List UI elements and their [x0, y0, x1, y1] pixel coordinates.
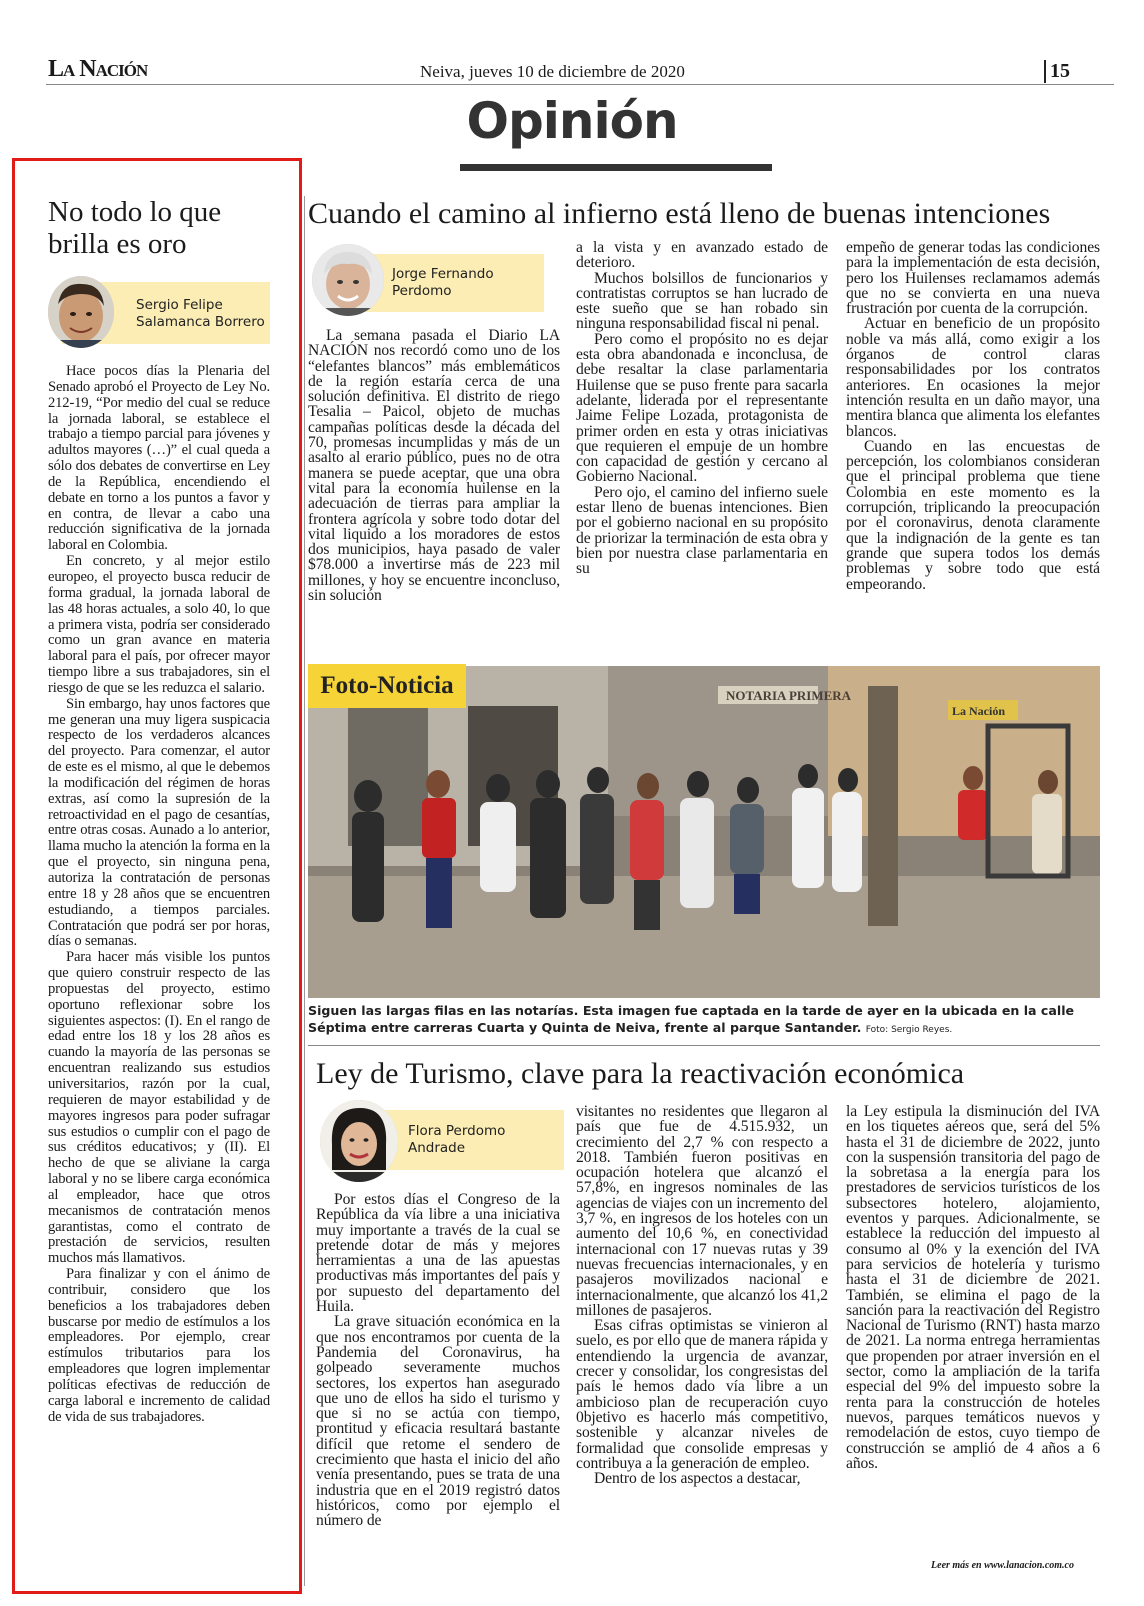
kiosk-sign: La Nación	[952, 704, 1006, 718]
article3-title: Ley de Turismo, clave para la reactivación económica	[316, 1057, 965, 1090]
article3-column-2	[576, 1104, 828, 1576]
section-underline	[460, 164, 772, 171]
paragraph: Pero ojo, el camino del infierno suele estar lleno de buenas intenciones. Bien por el gobierno nacional en su propósito de priorizar la terminación de esta obra y bien por nuestra clase parlamentaria en su	[576, 483, 828, 578]
article2-title: Cuando el camino al infierno está lleno de buenas intenciones	[308, 197, 1051, 230]
paragraph: En concreto, y al mejor estilo europeo, el proyecto busca reducir de forma gradual, la jornada laboral de las 48 horas actuales, a solo 40, lo que a primera vista, podría ser considerado como un gran avance en materia laboral para el país, por ofrecer mayor tiempo libre a sus trabajadores, sin el riesgo de que se les reduzca el salario.	[48, 553, 270, 696]
issue-date: Neiva, jueves 10 de diciembre de 2020	[420, 62, 685, 81]
paragraph: Por estos días el Congreso de la República da vía libre a una iniciativa muy importante a través de la cual se pretende dotar de más y mejores herramientas a una de las apuestas productivas más importantes del país y por supuesto del departamento del Huila.	[316, 1192, 560, 1316]
paragraph: Para finalizar y con el ánimo de contribuir, considero que los beneficios a los trabajadores deben buscarse por medio de estímulos a los empleadores. Por ejemplo, crear estímulos tributarios para los empleadores que logren implementar políticas efectivas de reducción de carga laboral e incremento de calidad de vida de sus trabajadores.	[48, 1266, 270, 1425]
paragraph: Actuar en beneficio de un propósito noble va más allá, como exigir a los órganos de control claras responsabilidades por los contratos anteriores. En ocasiones la mejor intención resulta en un daño mayor, una mentira blanca que alimenta los elefantes blancos.	[846, 315, 1100, 440]
paragraph: La semana pasada el Diario LA NACIÓN nos recordó como uno de los “elefantes blancos” más emblemáticos de la región estaría cerca de una solución definitiva. El distrito de riego Tesalia – Paicol, objeto de muchas campañas políticas desde la década del 70, promesas incumplidas y más de un asalto al erario público, pues no de otra manera se puede aceptar, que una obra vital para la economía huilense en la adecuación de tierras para ampliar la frontera agrícola y sobre todo dotar del vital liquido a los moradores de estos dos municipios, haya pasado de valer $78.000 a invertirse más de 223 mil millones, y hoy se encuentre inconcluso, sin solución	[308, 328, 560, 605]
article2-author-photo	[312, 244, 384, 316]
article2-author: Jorge Fernando Perdomo	[392, 266, 494, 299]
page-number: 15	[1044, 60, 1070, 83]
section-title: Opinión	[466, 92, 678, 150]
article1-body	[48, 364, 270, 1576]
paragraph: Pero como el propósito no es dejar esta obra abandonada e inconclusa, de debe resaltar la clase parlamentaria Huilense que se puso frente para sacarla adelante, liderada por el representante Jaime Felipe Lozada, protagonista de primer orden en esta y otras iniciativas que requieren el empuje de un hombre con capacidad de gestión y cercano al Gobierno Nacional.	[576, 330, 828, 486]
paragraph: Muchos bolsillos de funcionarios y contratistas corruptos se han lucrado de este sueño que se han robado sin ninguna responsabilidad fiscal ni penal.	[576, 269, 828, 333]
paragraph: la Ley estipula la disminución del IVA en los tiquetes aéreos que, será del 5% hasta el 31 de diciembre de 2022, junto con la suspensión transitoria del pago de la sobretasa a la energía para los prestadores de servicios turísticos de los subsectores hotelero, alojamiento, eventos y parques. Adicionalmente, se establece la reducción del impuesto al consumo al 0% y la exención del IVA para servicios de hotelería y turismo hasta el 31 de diciembre de 2021. También, se elimina el pago de la sanción para la reactivación del Registro Nacional de Turismo (RNT) hasta marzo de 2021. La norma entrega herramientas que propenden por atraer inversión en el sector, como la ampliación de la tarifa especial del 9% del impuesto sobre la renta para la construcción de hoteles nuevos, parques temáticos nuevos y remodelación de estos, cuyo tiempo de construcción se amplió de 4 años a 6 años.	[846, 1104, 1100, 1472]
article3-column-1	[316, 1192, 560, 1576]
newspaper-logo: La Nación	[48, 56, 148, 82]
paragraph: Cuando en las encuestas de percepción, los colombianos consideran que el principal problema que tiene Colombia en este momento es la corrupción, triplicando la preocupación por el coronavirus, denota claramente que la indignación de la gente es tan grande que supera todos los demás problemas y sobre todo que está empeorando.	[846, 437, 1100, 593]
paragraph: a la vista y en avanzado estado de deterioro.	[576, 240, 828, 272]
article1-title: No todo lo que brilla es oro	[48, 196, 222, 260]
section-rule	[308, 1045, 1100, 1046]
paragraph: La grave situación económica en la que nos encontramos por cuenta de la Pandemia del Coronavirus, ha golpeado severamente muchos sectores, los expertos han asegurado que uno de ellos ha sido el turismo y que si no se actúa con tiempo, prontitud y eficacia resultará bastante difícil que retome el sendero de crecimiento que hasta el inicio del año venía presentando, pues se trata de una industria que en el 2019 registró datos históricos, como por ejemplo el número de	[316, 1313, 560, 1530]
header-rule	[46, 84, 1114, 85]
caption-text: Siguen las largas filas en las notarías. Esta imagen fue captada en la tarde de ayer en la ubicada en la calle Séptima entre carreras Cuarta y Quinta de Neiva, frente al parque Santander.	[308, 1003, 1075, 1035]
article3-column-3	[846, 1104, 1100, 1556]
article2-column-3	[846, 240, 1100, 658]
paragraph: Esas cifras optimistas se vinieron al suelo, es por ello que de manera rápida y entendiendo la urgencia de avanzar, crecer y consolidar, los congresistas del país le hemos dado vía libre a un ambicioso plan de recuperación cuyo 0bjetivo es hacerlo más competitivo, sostenible y alcanzar niveles de formalidad que consolide empresas y contribuya a la generación de empleo.	[576, 1317, 828, 1472]
read-more-link[interactable]: Leer más en www.lanacion.com.co	[931, 1560, 1074, 1571]
photo-credit: Foto: Sergio Reyes.	[865, 1025, 953, 1035]
article2-column-1	[308, 328, 560, 658]
photo-caption	[308, 1002, 1100, 1039]
news-photo	[308, 666, 1100, 998]
notaria-sign: NOTARIA PRIMERA	[726, 688, 852, 703]
paragraph: Para hacer más visible los puntos que quiero construir respecto de las propuestas del proyecto, estimo oportuno reflexionar sobre los siguientes aspectos: (I). En el rango de edad entre los 18 y los 28 años es cuando la mayoría de las personas se encuentran realizando sus estudios universitarios, razón por la cual, requieren de mayor estabilidad y de mayores ingresos para poder sufragar sus estudios o cumplir con el pago de sus créditos educativos; y (II). El hecho de que se aliviane la carga laboral y no se libere carga económica al empleador, hace que otros mecanismos de contratación menos garantistas, como el contrato de prestación de servicios, resulten muchos más llamativos.	[48, 949, 270, 1267]
column-separator	[304, 196, 305, 1586]
article1-author-photo	[48, 276, 114, 348]
article1-author: Sergio Felipe Salamanca Borrero	[136, 297, 265, 330]
paragraph: Dentro de los aspectos a destacar,	[594, 1470, 801, 1488]
article3-author-photo	[320, 1100, 398, 1182]
paragraph: Sin embargo, hay unos factores que me generan una muy ligera suspicacia respecto de los verdaderos alcances del proyecto. Para comenzar, el autor de este es el mismo, al que le debemos la modificación del régimen de horas extras, así como la supresión de la retroactividad en el pago de cesantías, entre otras cosas. Aunado a lo anterior, llama mucho la atención la forma en la que el proyecto, sin ninguna pena, autoriza la contratación de personas entre 18 y 28 años que se encuentren estudiando, a tiempos parciales. Contratación que podrá ser por horas, días o semanas.	[48, 695, 270, 950]
paragraph: visitantes no residentes que llegaron al país que fue de 4.515.932, un crecimiento del 2,7 % con respecto a 2018. También fueron positivas en ocupación hotelera que alcanzó el 57,8%, en ingresos nominales de las agencias de viajes con un incremento del 3,7 %, en ingresos de los hoteles con un aumento del 10,6 %, en conectividad internacional con 17 nuevas rutas y 39 nuevas frecuencias internacionales, y en pasajeros movilizados nacional e internacionalmente, que alcanzó los 41,2 millones de pasajeros.	[576, 1104, 828, 1319]
paragraph: empeño de generar todas las condiciones para la implementación de esta decisión, pero los Huilenses reclamamos además que no se convierta en una nueva frustración por cuenta de la corrupción.	[846, 240, 1100, 318]
article2-column-2	[576, 240, 828, 658]
photo-news-label: Foto-Noticia	[308, 664, 466, 708]
article3-author: Flora Perdomo Andrade	[408, 1123, 506, 1156]
paragraph: Hace pocos días la Plenaria del Senado aprobó el Proyecto de Ley No. 212-19, “Por medio del cual se reduce la jornada laboral, se establece el trabajo a tiempo parcial para jóvenes y adultos mayores (…)” el cual queda a sólo dos debates de convertirse en Ley de la República, encendiendo el debate en torno a los puntos a favor y en contra, de llevar a cabo una reducción significativa de la jornada laboral en Colombia.	[48, 364, 270, 554]
